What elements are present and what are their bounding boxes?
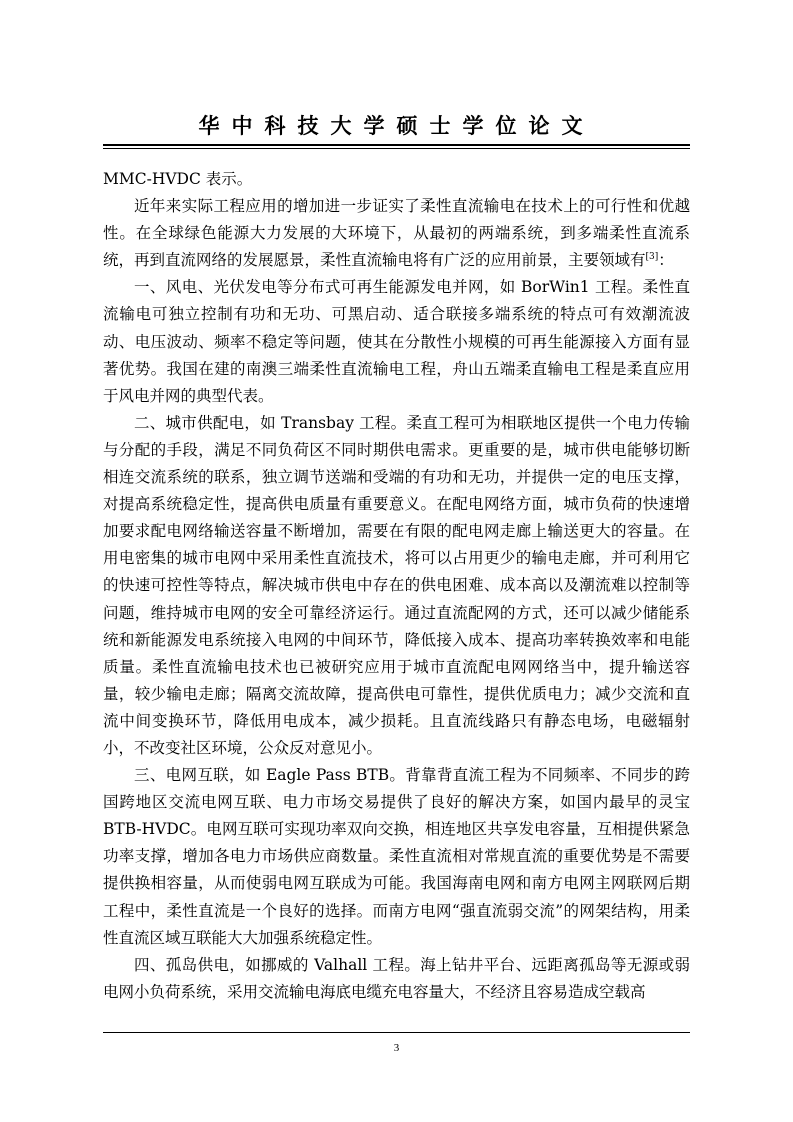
continuation-line: MMC-HVDC 表示。 [103,170,253,188]
header-rule-thin [103,148,690,149]
body-text [103,166,690,1006]
intro-end: ： [658,251,674,270]
paragraph-wind-pv: 一、风电、光伏发电等分布式可再生能源发电并网，如 BorWin1 工程。柔性直流输电可独立控制有功和无功、可黑启动、适合联接多端系统的特点可有效潮流波动、电压波动、频率不稳定等问题，使其在分散性小规模的可再生能源接入方面有显著优势。我国在建的南澳三端柔性直流输电工程，舟山五端柔直输电工程是柔直应用于风电并网的典型代表。 [103,278,690,405]
paragraph-island-supply: 四、孤岛供电，如挪威的 Valhall 工程。海上钻井平台、远距离孤岛等无源或弱电网小负荷系统，采用交流输电海底电缆充电容量大，不经济且容易造成空载高 [103,955,690,1001]
header-rule-thick [103,144,690,146]
paragraph-urban-supply: 二、城市供配电，如 Transbay 工程。柔直工程可为相联地区提供一个电力传输与分配的手段，满足不同负荷区不同时期供电需求。更重要的是，城市供电能够切断相连交流系统的联系，独立调节送端和受端的有功和无功，并提供一定的电压支撑，对提高系统稳定性，提高供电质量有重要意义。在配电网络方面，城市负荷的快速增加要求配电网络输送容量不断增加，需要在有限的配电网走廊上输送更大的容量。在用电密集的城市电网中采用柔性直流技术，将可以占用更少的输电走廊，并可利用它的快速可控性等特点，解决城市供电中存在的供电困难、成本高以及潮流难以控制等问题，维持城市电网的安全可靠经济运行。通过直流配网的方式，还可以减少储能系统和新能源发电系统接入电网的中间环节，降低接入成本、提高功率转换效率和电能质量。柔性直流输电技术也已被研究应用于城市直流配电网网络当中，提升输送容量，较少输电走廊；隔离交流故障，提高供电可靠性，提供优质电力；减少交流和直流中间变换环节，降低用电成本，减少损耗。且直流线路只有静态电场，电磁辐射小，不改变社区环境，公众反对意见小。 [103,413,690,757]
citation-ref[interactable]: [3] [645,252,659,263]
intro-paragraph [103,193,690,274]
running-header-title: 华中科技大学硕士学位论文 [198,113,595,138]
footer-rule [103,1032,690,1033]
page-number: 3 [393,1042,400,1054]
paragraph-grid-interconnection: 三、电网互联，如 Eagle Pass BTB。背靠背直流工程为不同频率、不同步的跨国跨地区交流电网互联、电力市场交易提供了良好的解决方案，如国内最早的灵宝BTB-HVDC。电网互联可实现功率双向交换，相连地区共享发电容量，互相提供紧急功率支撑，增加各电力市场供应商数量。柔性直流相对常规直流的重要优势是不需要提供换相容量，从而使弱电网互联成为可能。我国海南电网和南方电网主网联网后期工程中，柔性直流是一个良好的选择。而南方电网“强直流弱交流”的网架结构，用柔性直流区域互联能大大加强系统稳定性。 [103,766,690,947]
intro-text: 近年来实际工程应用的增加进一步证实了柔性直流输电在技术上的可行性和优越性。在全球绿色能源大力发展的大环境下，从最初的两端系统，到多端柔性直流系统，再到直流网络的发展愿景，柔性直流输电将有广泛的应用前景，主要领域有 [103,197,690,270]
